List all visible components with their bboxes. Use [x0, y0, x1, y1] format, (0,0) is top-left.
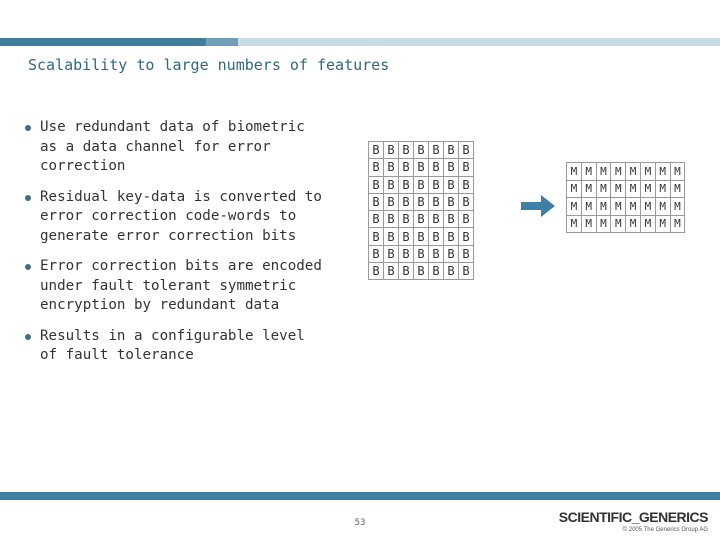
- grid-cell: M: [626, 180, 641, 198]
- grid-cell: M: [567, 163, 582, 181]
- grid-cell: B: [369, 228, 384, 245]
- grid-cell: M: [581, 163, 596, 181]
- bullet-item: [22, 327, 322, 366]
- grid-cell: M: [626, 198, 641, 216]
- grid-cell: M: [670, 163, 685, 181]
- grid-cell: B: [414, 176, 429, 193]
- grid-cell: B: [429, 211, 444, 228]
- header-decoration-bar: [0, 38, 720, 46]
- bullet-dot-icon: [25, 334, 31, 340]
- grid-cell: B: [384, 263, 399, 280]
- grid-row: [369, 228, 474, 245]
- grid-cell: B: [429, 176, 444, 193]
- grid-cell: M: [596, 215, 611, 233]
- grid-cell: B: [429, 142, 444, 159]
- bullet-item: [22, 118, 322, 177]
- grid-cell: B: [414, 142, 429, 159]
- grid-cell: B: [384, 193, 399, 210]
- logo-wordmark: [559, 509, 708, 525]
- grid-cell: B: [399, 193, 414, 210]
- bullet-dot-icon: [25, 195, 31, 201]
- grid-cell: B: [369, 211, 384, 228]
- grid-row: [369, 176, 474, 193]
- grid-cell: B: [369, 159, 384, 176]
- grid-cell: B: [459, 193, 474, 210]
- grid-cell: B: [384, 142, 399, 159]
- grid-cell: B: [414, 211, 429, 228]
- bullet-list: [22, 118, 322, 377]
- logo-text-separator: _: [631, 509, 639, 525]
- grid-cell: B: [444, 159, 459, 176]
- grid-cell: B: [429, 263, 444, 280]
- grid-cell: M: [567, 180, 582, 198]
- bullet-item: [22, 257, 322, 316]
- grid-cell: B: [459, 245, 474, 262]
- grid-cell: B: [429, 228, 444, 245]
- header-bar-segment-mid: [206, 38, 238, 46]
- grid-cell: B: [429, 159, 444, 176]
- grid-cell: B: [414, 159, 429, 176]
- grid-cell: M: [596, 198, 611, 216]
- grid-row: [369, 142, 474, 159]
- grid-row: [369, 159, 474, 176]
- grid-cell: M: [626, 163, 641, 181]
- grid-cell: B: [384, 176, 399, 193]
- grid-cell: B: [459, 176, 474, 193]
- grid-row: [369, 263, 474, 280]
- copyright-notice: © 2005 The Generics Group AG: [622, 527, 708, 533]
- grid-cell: B: [444, 142, 459, 159]
- logo-text-left: SCIENTIFIC: [558, 509, 632, 525]
- biometric-data-grid: [368, 141, 474, 280]
- arrow-right-icon: [521, 195, 555, 217]
- grid-cell: B: [414, 193, 429, 210]
- grid-cell: M: [611, 215, 626, 233]
- grid-cell: B: [399, 263, 414, 280]
- grid-row: [369, 211, 474, 228]
- grid-cell: B: [384, 245, 399, 262]
- page-number: 53: [354, 518, 366, 528]
- grid-cell: B: [369, 176, 384, 193]
- header-bar-segment-dark: [0, 38, 206, 46]
- grid-cell: B: [444, 176, 459, 193]
- logo-text-right: GENERICS: [638, 509, 708, 525]
- grid-cell: B: [399, 245, 414, 262]
- grid-cell: M: [655, 215, 670, 233]
- grid-row: [369, 245, 474, 262]
- grid-cell: B: [444, 211, 459, 228]
- grid-cell: M: [655, 180, 670, 198]
- grid-cell: B: [444, 245, 459, 262]
- header-bar-segment-light: [238, 38, 720, 46]
- company-logo: [559, 509, 708, 533]
- grid-cell: M: [626, 215, 641, 233]
- grid-cell: B: [399, 159, 414, 176]
- bullet-text: Use redundant data of biometric as a data channel for error correction: [40, 119, 305, 174]
- grid-cell: M: [596, 180, 611, 198]
- grid-cell: B: [369, 193, 384, 210]
- grid-cell: B: [399, 142, 414, 159]
- grid-cell: B: [399, 211, 414, 228]
- grid-cell: B: [384, 228, 399, 245]
- grid-row: [567, 215, 685, 233]
- grid-cell: M: [611, 180, 626, 198]
- encoded-data-grid: [566, 162, 685, 233]
- grid-cell: B: [369, 263, 384, 280]
- grid-cell: M: [640, 198, 655, 216]
- grid-cell: M: [567, 198, 582, 216]
- grid-cell: B: [459, 228, 474, 245]
- bullet-dot-icon: [25, 125, 31, 131]
- grid-cell: M: [670, 215, 685, 233]
- grid-cell: B: [429, 193, 444, 210]
- arrow-shape: [521, 195, 555, 217]
- bullet-text: Results in a configurable level of fault tolerance: [40, 327, 305, 363]
- grid-cell: M: [581, 215, 596, 233]
- grid-cell: B: [459, 159, 474, 176]
- grid-cell: B: [429, 245, 444, 262]
- grid-row: [567, 198, 685, 216]
- grid-cell: M: [611, 163, 626, 181]
- grid-cell: B: [459, 211, 474, 228]
- grid-cell: B: [414, 263, 429, 280]
- grid-cell: M: [581, 180, 596, 198]
- slide-title: Scalability to large numbers of features: [28, 56, 390, 74]
- grid-cell: B: [414, 228, 429, 245]
- grid-cell: B: [369, 142, 384, 159]
- bullet-item: [22, 188, 322, 247]
- bullet-dot-icon: [25, 264, 31, 270]
- grid-cell: B: [444, 228, 459, 245]
- grid-cell: B: [459, 263, 474, 280]
- grid-cell: B: [399, 228, 414, 245]
- grid-row: [567, 163, 685, 181]
- grid-cell: M: [640, 215, 655, 233]
- grid-cell: M: [596, 163, 611, 181]
- grid-cell: B: [444, 193, 459, 210]
- bullet-text: Error correction bits are encoded under fault tolerant symmetric encryption by redundant data: [40, 258, 322, 313]
- grid-cell: B: [399, 176, 414, 193]
- grid-cell: M: [640, 163, 655, 181]
- grid-cell: B: [384, 211, 399, 228]
- grid-cell: B: [414, 245, 429, 262]
- grid-cell: M: [670, 180, 685, 198]
- grid-row: [567, 180, 685, 198]
- grid-cell: M: [567, 215, 582, 233]
- grid-cell: M: [611, 198, 626, 216]
- grid-cell: M: [581, 198, 596, 216]
- grid-cell: B: [384, 159, 399, 176]
- grid-row: [369, 193, 474, 210]
- footer-decoration-bar: [0, 492, 720, 500]
- grid-cell: B: [369, 245, 384, 262]
- grid-cell: M: [670, 198, 685, 216]
- grid-cell: B: [459, 142, 474, 159]
- grid-cell: M: [655, 198, 670, 216]
- bullet-text: Residual key-data is converted to error correction code-words to generate error correction bits: [40, 188, 322, 244]
- grid-cell: M: [640, 180, 655, 198]
- grid-cell: B: [444, 263, 459, 280]
- grid-cell: M: [655, 163, 670, 181]
